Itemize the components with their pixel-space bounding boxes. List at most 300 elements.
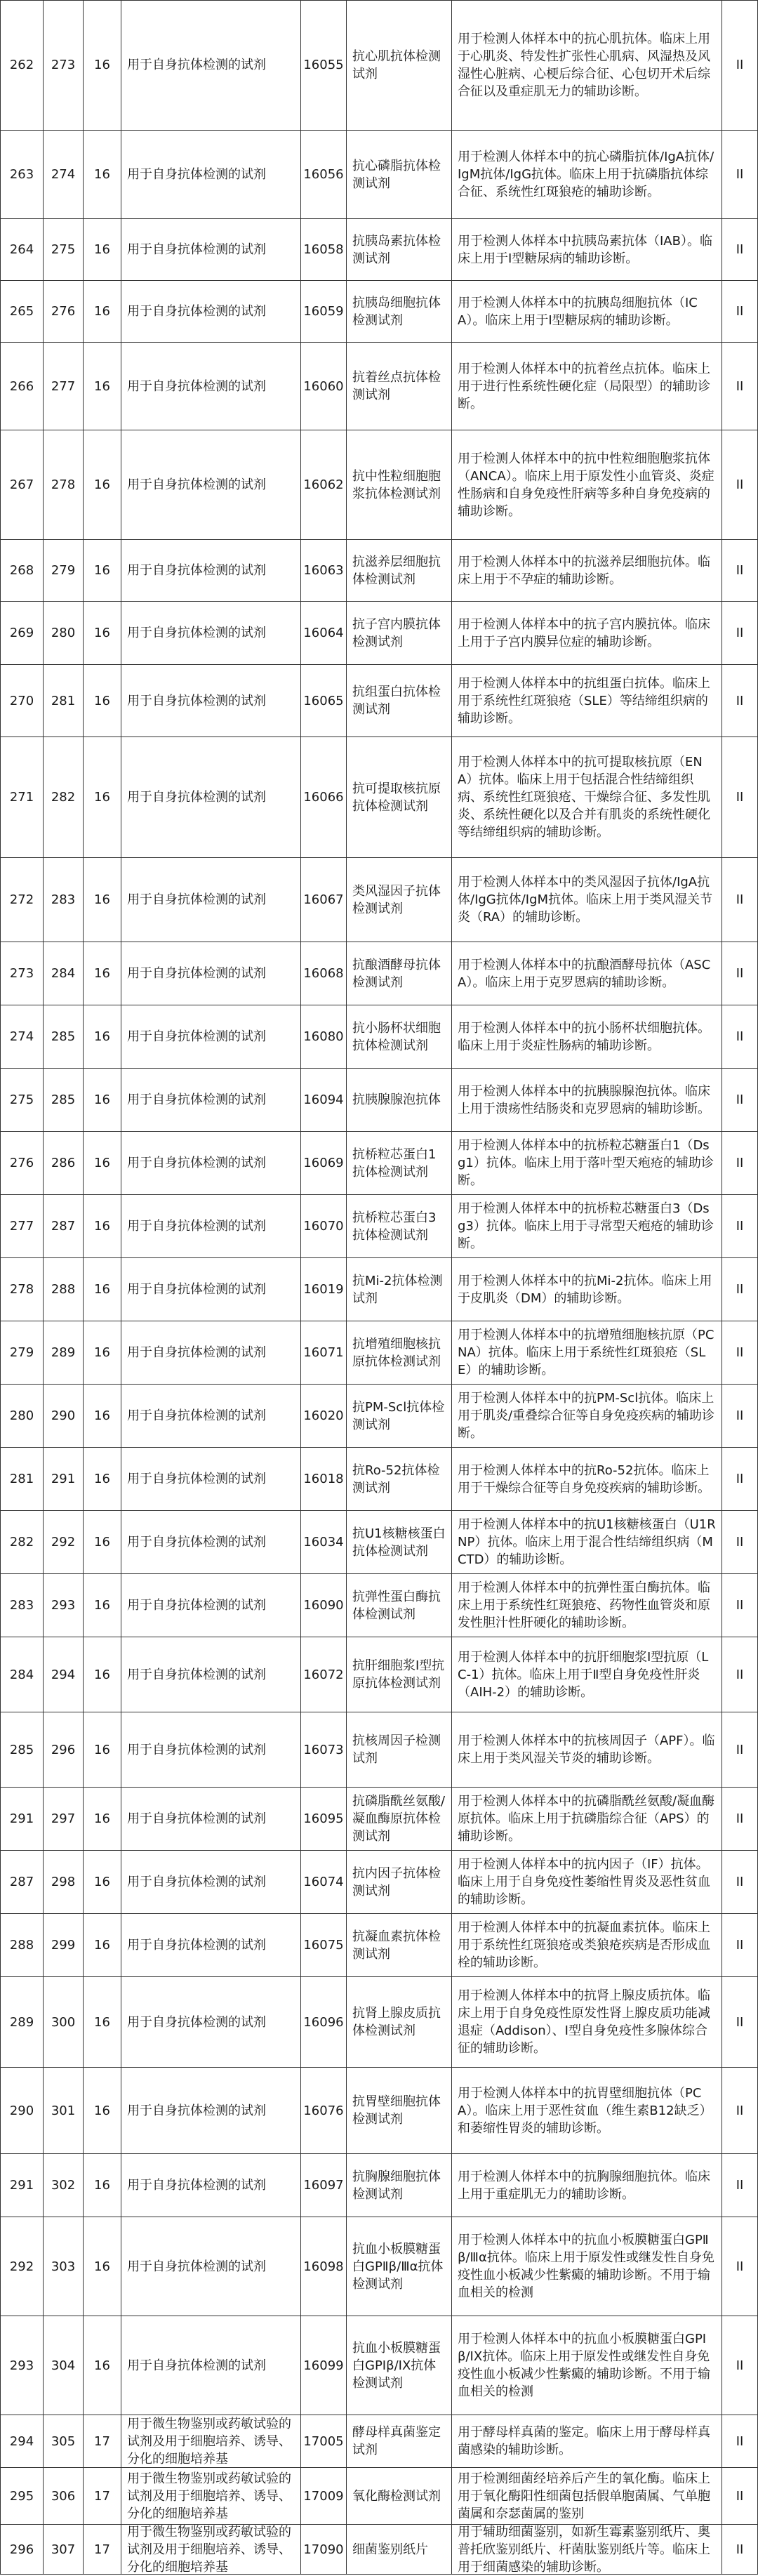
id-cell: [44, 1914, 84, 1976]
seq-cell-text: 277: [9, 1219, 34, 1234]
table-row: [0, 1851, 758, 1914]
product-name-cell: [347, 430, 452, 539]
description-cell-text: 用于检测人体样本中的抗PM-Scl抗体。临床上用于肌炎/重叠综合征等自身免疫疾病的辅助诊断。: [458, 1391, 715, 1441]
id-cell-text: 305: [51, 2433, 76, 2449]
description-cell-text: 用于检测人体样本中的抗滋养层细胞抗体。临床上用于不孕症的辅助诊断。: [458, 554, 710, 587]
seq-cell-text: 293: [9, 2358, 34, 2373]
code-cell: [301, 1977, 347, 2067]
class-cell-text: II: [736, 477, 744, 492]
id-cell: [44, 281, 84, 342]
class-cell-text: II: [736, 790, 744, 805]
code-cell-text: 16090: [303, 1598, 344, 1613]
product-name-cell: [347, 1385, 452, 1447]
class-cell: [722, 1069, 758, 1131]
product-name-cell-text: 抗组蛋白抗体检测试剂: [352, 685, 441, 717]
code-cell: [301, 540, 347, 601]
id-cell-text: 284: [51, 966, 76, 981]
table-row: [0, 281, 758, 343]
seq-cell: [0, 1788, 44, 1850]
class-cell-text: II: [736, 563, 744, 578]
category-cell: [84, 1321, 121, 1384]
id-cell: [44, 343, 84, 430]
category-cell: [84, 343, 121, 430]
id-cell-text: 288: [51, 1282, 76, 1297]
class-cell: [722, 219, 758, 280]
category-cell-text: 16: [94, 2014, 110, 2030]
description-cell-text: 用于检测人体样本中的抗磷脂酰丝氨酸/凝血酶原抗体。临床上用于抗磷脂综合征（APS）的辅助诊断。: [458, 1794, 715, 1844]
group-cell: [121, 1321, 301, 1384]
code-cell-text: 16062: [303, 477, 344, 492]
seq-cell: [0, 1132, 44, 1194]
class-cell-text: II: [736, 304, 744, 319]
code-cell: [301, 1258, 347, 1321]
code-cell: [301, 1574, 347, 1637]
group-cell-text: 用于自身抗体检测的试剂: [127, 2103, 266, 2118]
class-cell: [722, 602, 758, 664]
class-cell: [722, 1788, 758, 1850]
code-cell: [301, 2068, 347, 2153]
category-cell: [84, 2217, 121, 2316]
seq-cell-text: 274: [9, 1029, 34, 1044]
group-cell: [121, 2525, 301, 2574]
class-cell: [722, 1851, 758, 1913]
group-cell: [121, 2217, 301, 2316]
description-cell: [452, 2154, 722, 2217]
description-cell-text: 用于检测人体样本中的抗中性粒细胞胞浆抗体（ANCA）。临床上用于原发性小血管炎、炎症性肠病和自身免疫性肝病等多种自身免疫病的辅助诊断。: [458, 451, 714, 519]
category-cell: [84, 1195, 121, 1257]
description-cell-text: 用于检测人体样本中的抗可提取核抗原（ENA）抗体。临床上用于包括混合性结缔组织病、系统性红斑狼疮、干燥综合征、多发性肌炎、系统性硬化以及合并有肌炎的系统性硬化等结缔组织病的辅助诊断。: [458, 755, 710, 840]
code-cell: [301, 1385, 347, 1447]
product-name-cell: [347, 858, 452, 942]
id-cell-text: 285: [51, 1029, 76, 1044]
class-cell-text: II: [736, 1742, 744, 1757]
group-cell: [121, 858, 301, 942]
table-row: [0, 1712, 758, 1788]
seq-cell: [0, 2154, 44, 2217]
category-cell-text: 16: [94, 1092, 110, 1107]
category-cell: [84, 2316, 121, 2415]
description-cell: [452, 665, 722, 737]
group-cell-text: 用于自身抗体检测的试剂: [127, 1667, 266, 1682]
description-cell-text: 用于检测人体样本中的抗组蛋白抗体。临床上用于系统性红斑狼疮（SLE）等结缔组织病的辅助诊断。: [458, 675, 710, 726]
id-cell: [44, 1069, 84, 1131]
class-cell-text: II: [736, 2014, 744, 2030]
group-cell-text: 用于自身抗体检测的试剂: [127, 626, 266, 640]
seq-cell-text: 279: [9, 1345, 34, 1360]
product-name-cell-text: 抗小肠杯状细胞抗体检测试剂: [352, 1020, 441, 1053]
class-cell: [722, 1448, 758, 1510]
seq-cell: [0, 1005, 44, 1068]
id-cell-text: 304: [51, 2358, 76, 2373]
category-cell-text: 16: [94, 790, 110, 805]
description-cell-text: 用于检测人体样本中的抗小肠杯状细胞抗体。临床上用于炎症性肠病的辅助诊断。: [458, 1020, 710, 1053]
seq-cell-text: 263: [9, 167, 34, 182]
table-row: [0, 1977, 758, 2068]
group-cell-text: 用于自身抗体检测的试剂: [127, 966, 266, 981]
id-cell: [44, 2217, 84, 2316]
product-name-cell-text: 抗滋养层细胞抗体检测试剂: [352, 554, 441, 587]
description-cell-text: 用于检测人体样本中的抗弹性蛋白酶抗体。临床上用于系统性红斑狼疮、药物性血管炎和原发性胆汁性肝硬化的辅助诊断。: [458, 1580, 710, 1630]
code-cell: [301, 737, 347, 857]
group-cell-text: 用于自身抗体检测的试剂: [127, 1811, 266, 1826]
id-cell: [44, 1195, 84, 1257]
code-cell: [301, 602, 347, 664]
category-cell: [84, 281, 121, 342]
table-row: [0, 1914, 758, 1977]
code-cell: [301, 2415, 347, 2467]
id-cell-text: 273: [51, 58, 76, 72]
product-name-cell-text: 抗着丝点抗体检测试剂: [352, 370, 441, 402]
code-cell: [301, 1195, 347, 1257]
table-row: [0, 1385, 758, 1448]
code-cell-text: 16064: [303, 626, 344, 640]
seq-cell-text: 269: [9, 626, 34, 640]
class-cell: [722, 2217, 758, 2316]
product-name-cell-text: 抗磷脂酰丝氨酸/凝血酶原抗体检测试剂: [352, 1794, 446, 1844]
category-cell: [84, 219, 121, 280]
code-cell: [301, 1321, 347, 1384]
category-cell: [84, 2468, 121, 2524]
class-cell: [722, 343, 758, 430]
seq-cell-text: 291: [9, 1811, 34, 1826]
description-cell: [452, 1069, 722, 1131]
table-row: [0, 942, 758, 1005]
code-cell-text: 16097: [303, 2178, 344, 2193]
seq-cell: [0, 1258, 44, 1321]
code-cell-text: 16059: [303, 304, 344, 319]
seq-cell: [0, 1712, 44, 1787]
product-name-cell-text: 抗中性粒细胞胞浆抗体检测试剂: [352, 468, 441, 501]
group-cell: [121, 1712, 301, 1787]
id-cell: [44, 0, 84, 130]
code-cell-text: 16068: [303, 966, 344, 981]
category-cell: [84, 430, 121, 539]
seq-cell-text: 288: [9, 1938, 34, 1953]
seq-cell: [0, 343, 44, 430]
id-cell: [44, 1321, 84, 1384]
category-cell: [84, 1511, 121, 1573]
id-cell-text: 285: [51, 1092, 76, 1107]
product-name-cell-text: 氧化酶检测试剂: [352, 2488, 441, 2504]
id-cell-text: 297: [51, 1811, 76, 1826]
description-cell: [452, 602, 722, 664]
seq-cell: [0, 0, 44, 130]
code-cell-text: 16070: [303, 1219, 344, 1234]
category-cell: [84, 737, 121, 857]
category-cell-text: 17: [94, 2542, 110, 2557]
class-cell-text: II: [736, 892, 744, 907]
group-cell: [121, 1069, 301, 1131]
code-cell: [301, 1914, 347, 1976]
description-cell: [452, 219, 722, 280]
code-cell-text: 16074: [303, 1875, 344, 1889]
product-name-cell: [347, 602, 452, 664]
code-cell: [301, 2525, 347, 2574]
class-cell: [722, 942, 758, 1005]
category-cell-text: 16: [94, 167, 110, 182]
class-cell: [722, 737, 758, 857]
id-cell-text: 280: [51, 626, 76, 640]
seq-cell-text: 278: [9, 1282, 34, 1297]
code-cell-text: 16019: [303, 1282, 344, 1297]
code-cell: [301, 281, 347, 342]
seq-cell: [0, 2217, 44, 2316]
category-cell-text: 16: [94, 966, 110, 981]
seq-cell-text: 290: [9, 2103, 34, 2118]
group-cell-text: 用于自身抗体检测的试剂: [127, 2014, 266, 2030]
seq-cell: [0, 737, 44, 857]
seq-cell: [0, 858, 44, 942]
seq-cell-text: 272: [9, 892, 34, 907]
class-cell: [722, 665, 758, 737]
description-cell: [452, 2068, 722, 2153]
group-cell: [121, 131, 301, 218]
code-cell-text: 17005: [303, 2433, 344, 2449]
description-cell-text: 用于检测人体样本中的抗内因子（IF）抗体。临床上用于自身免疫性萎缩性胃炎及恶性贫血的辅助诊断。: [458, 1857, 710, 1907]
code-cell-text: 16055: [303, 58, 344, 72]
group-cell-text: 用于自身抗体检测的试剂: [127, 1345, 266, 1360]
seq-cell: [0, 2468, 44, 2524]
description-cell-text: 用于检测人体样本中的抗酿酒酵母抗体（ASCA）。临床上用于克罗恩病的辅助诊断。: [458, 957, 711, 990]
group-cell-text: 用于自身抗体检测的试剂: [127, 563, 266, 578]
seq-cell: [0, 1511, 44, 1573]
code-cell: [301, 2468, 347, 2524]
product-name-cell: [347, 1977, 452, 2067]
class-cell-text: II: [736, 167, 744, 182]
class-cell-text: II: [736, 1156, 744, 1170]
seq-cell-text: 266: [9, 378, 34, 394]
class-cell-text: II: [736, 1667, 744, 1682]
seq-cell: [0, 2316, 44, 2415]
product-name-cell-text: 抗胰岛素抗体检测试剂: [352, 233, 441, 266]
description-cell-text: 用于检测人体样本中的抗桥粒芯糖蛋白3（Dsg3）抗体。临床上用于寻常型天疱疮的辅助诊断。: [458, 1201, 714, 1251]
class-cell: [722, 281, 758, 342]
product-name-cell-text: 抗胃壁细胞抗体检测试剂: [352, 2094, 441, 2127]
description-cell: [452, 1258, 722, 1321]
seq-cell-text: 284: [9, 1667, 34, 1682]
code-cell: [301, 1788, 347, 1850]
seq-cell: [0, 2525, 44, 2574]
seq-cell-text: 275: [9, 1092, 34, 1107]
class-cell: [722, 1132, 758, 1194]
seq-cell: [0, 1914, 44, 1976]
description-cell-text: 用于检测人体样本中的抗增殖细胞核抗原（PCNA）抗体。临床上用于系统性红斑狼疮（SLE）的辅助诊断。: [458, 1328, 714, 1378]
seq-cell-text: 271: [9, 790, 34, 805]
class-cell-text: II: [736, 966, 744, 981]
category-cell: [84, 2415, 121, 2467]
product-name-cell-text: 抗胰腺腺泡抗体: [352, 1092, 441, 1107]
code-cell-text: 17009: [303, 2488, 344, 2504]
class-cell-text: II: [736, 1282, 744, 1297]
category-cell-text: 16: [94, 2178, 110, 2193]
description-cell-text: 用于检测人体样本中的抗Ro-52抗体。临床上用于干燥综合征等自身免疫疾病的辅助诊断。: [458, 1462, 710, 1495]
id-cell: [44, 2068, 84, 2153]
id-cell-text: 287: [51, 1219, 76, 1234]
id-cell-text: 293: [51, 1598, 76, 1613]
group-cell: [121, 2468, 301, 2524]
category-cell-text: 16: [94, 2358, 110, 2373]
code-cell: [301, 1132, 347, 1194]
seq-cell-text: 264: [9, 242, 34, 257]
seq-cell-text: 283: [9, 1598, 34, 1613]
seq-cell: [0, 1851, 44, 1913]
description-cell: [452, 1448, 722, 1510]
class-cell: [722, 1977, 758, 2067]
code-cell: [301, 1851, 347, 1913]
class-cell-text: II: [736, 1811, 744, 1826]
category-cell: [84, 1914, 121, 1976]
id-cell-text: 294: [51, 1667, 76, 1682]
id-cell: [44, 858, 84, 942]
seq-cell: [0, 602, 44, 664]
product-name-cell: [347, 1132, 452, 1194]
table-row: [0, 1069, 758, 1132]
category-cell-text: 16: [94, 1875, 110, 1889]
product-name-cell: [347, 219, 452, 280]
description-cell: [452, 2415, 722, 2467]
description-cell-text: 用于酵母样真菌的鉴定。临床上用于酵母样真菌感染的辅助诊断。: [458, 2425, 710, 2457]
category-cell-text: 16: [94, 1938, 110, 1953]
id-cell: [44, 540, 84, 601]
category-cell: [84, 942, 121, 1005]
class-cell-text: II: [736, 242, 744, 257]
group-cell: [121, 1788, 301, 1850]
id-cell-text: 283: [51, 892, 76, 907]
product-name-cell-text: 抗可提取核抗原抗体检测试剂: [352, 781, 441, 814]
group-cell: [121, 219, 301, 280]
class-cell-text: II: [736, 1535, 744, 1550]
category-cell: [84, 1258, 121, 1321]
product-name-cell-text: 抗肝细胞浆I型抗原抗体检测试剂: [352, 1658, 445, 1691]
category-cell-text: 16: [94, 58, 110, 72]
table-row: [0, 219, 758, 281]
category-cell: [84, 1385, 121, 1447]
seq-cell: [0, 1574, 44, 1637]
seq-cell: [0, 219, 44, 280]
code-cell-text: 16065: [303, 693, 344, 708]
class-cell: [722, 2468, 758, 2524]
product-name-cell: [347, 2415, 452, 2467]
table-row: [0, 1005, 758, 1069]
description-cell: [452, 1385, 722, 1447]
id-cell-text: 306: [51, 2488, 76, 2504]
group-cell: [121, 602, 301, 664]
group-cell: [121, 2316, 301, 2415]
description-cell: [452, 1321, 722, 1384]
product-name-cell: [347, 1914, 452, 1976]
description-cell-text: 用于检测人体样本中的抗桥粒芯糖蛋白1（Dsg1）抗体。临床上用于落叶型天疱疮的辅助诊断。: [458, 1138, 714, 1188]
class-cell: [722, 430, 758, 539]
category-cell-text: 16: [94, 378, 110, 394]
seq-cell: [0, 1385, 44, 1447]
class-cell: [722, 1712, 758, 1787]
group-cell: [121, 343, 301, 430]
group-cell-text: 用于自身抗体检测的试剂: [127, 167, 266, 182]
code-cell-text: 16096: [303, 2014, 344, 2030]
table-row: [0, 2468, 758, 2525]
category-cell: [84, 540, 121, 601]
product-name-cell: [347, 2468, 452, 2524]
group-cell-text: 用于自身抗体检测的试剂: [127, 1092, 266, 1107]
code-cell-text: 16063: [303, 563, 344, 578]
description-cell-text: 用于检测人体样本中的抗心肌抗体。临床上用于心肌炎、特发性扩张性心肌病、风湿热及风湿性心脏病、心梗后综合征、心包切开术后综合征以及重症肌无力的辅助诊断。: [458, 31, 710, 99]
code-cell: [301, 0, 347, 130]
group-cell-text: 用于自身抗体检测的试剂: [127, 1875, 266, 1889]
product-name-cell: [347, 737, 452, 857]
table-row: [0, 665, 758, 737]
id-cell-text: 300: [51, 2014, 76, 2030]
group-cell-text: 用于自身抗体检测的试剂: [127, 1472, 266, 1486]
id-cell-text: 299: [51, 1938, 76, 1953]
table-row: [0, 2415, 758, 2468]
code-cell: [301, 1069, 347, 1131]
product-name-cell-text: 抗桥粒芯蛋白1抗体检测试剂: [352, 1147, 437, 1180]
group-cell: [121, 430, 301, 539]
class-cell-text: II: [736, 1029, 744, 1044]
table-row: [0, 430, 758, 540]
class-cell: [722, 0, 758, 130]
seq-cell-text: 270: [9, 693, 34, 708]
product-name-cell-text: 抗凝血素抗体检测试剂: [352, 1929, 441, 1962]
group-cell-text: 用于自身抗体检测的试剂: [127, 1742, 266, 1757]
category-cell: [84, 1132, 121, 1194]
id-cell-text: 278: [51, 477, 76, 492]
group-cell-text: 用于自身抗体检测的试剂: [127, 892, 266, 907]
group-cell: [121, 1005, 301, 1068]
table-row: [0, 131, 758, 219]
id-cell-text: 277: [51, 378, 76, 394]
description-cell-text: 用于检测人体样本中的抗肾上腺皮质抗体。临床上用于自身免疫性原发性肾上腺皮质功能减退症（Addison）、Ⅰ型自身免疫性多腺体综合征的辅助诊断。: [458, 1988, 710, 2056]
code-cell-text: 16071: [303, 1345, 344, 1360]
class-cell-text: II: [736, 2103, 744, 2118]
class-cell: [722, 2068, 758, 2153]
group-cell-text: 用于自身抗体检测的试剂: [127, 1219, 266, 1234]
id-cell: [44, 1258, 84, 1321]
id-cell: [44, 1851, 84, 1913]
id-cell: [44, 1385, 84, 1447]
group-cell-text: 用于自身抗体检测的试剂: [127, 790, 266, 805]
category-cell-text: 17: [94, 2433, 110, 2449]
class-cell: [722, 540, 758, 601]
seq-cell-text: 273: [9, 966, 34, 981]
product-name-cell: [347, 2316, 452, 2415]
class-cell-text: II: [736, 693, 744, 708]
description-cell: [452, 2316, 722, 2415]
group-cell-text: 用于微生物鉴别或药敏试验的试剂及用于细胞培养、诱导、分化的细胞培养基: [127, 2524, 291, 2575]
code-cell-text: 16073: [303, 1742, 344, 1757]
group-cell-text: 用于自身抗体检测的试剂: [127, 242, 266, 257]
id-cell: [44, 602, 84, 664]
id-cell: [44, 1788, 84, 1850]
category-cell-text: 16: [94, 1598, 110, 1613]
category-cell-text: 16: [94, 1029, 110, 1044]
id-cell-text: 289: [51, 1345, 76, 1360]
class-cell-text: II: [736, 1092, 744, 1107]
class-cell-text: II: [736, 1875, 744, 1889]
class-cell: [722, 2415, 758, 2467]
product-name-cell: [347, 2154, 452, 2217]
category-cell-text: 16: [94, 1811, 110, 1826]
description-cell: [452, 1132, 722, 1194]
group-cell: [121, 1258, 301, 1321]
description-cell-text: 用于检测人体样本中的抗着丝点抗体。临床上用于进行性系统性硬化症（局限型）的辅助诊断。: [458, 361, 710, 411]
id-cell: [44, 1132, 84, 1194]
class-cell-text: II: [736, 2488, 744, 2504]
code-cell: [301, 131, 347, 218]
class-cell-text: II: [736, 58, 744, 72]
product-name-cell: [347, 1637, 452, 1712]
group-cell-text: 用于自身抗体检测的试剂: [127, 2358, 266, 2373]
